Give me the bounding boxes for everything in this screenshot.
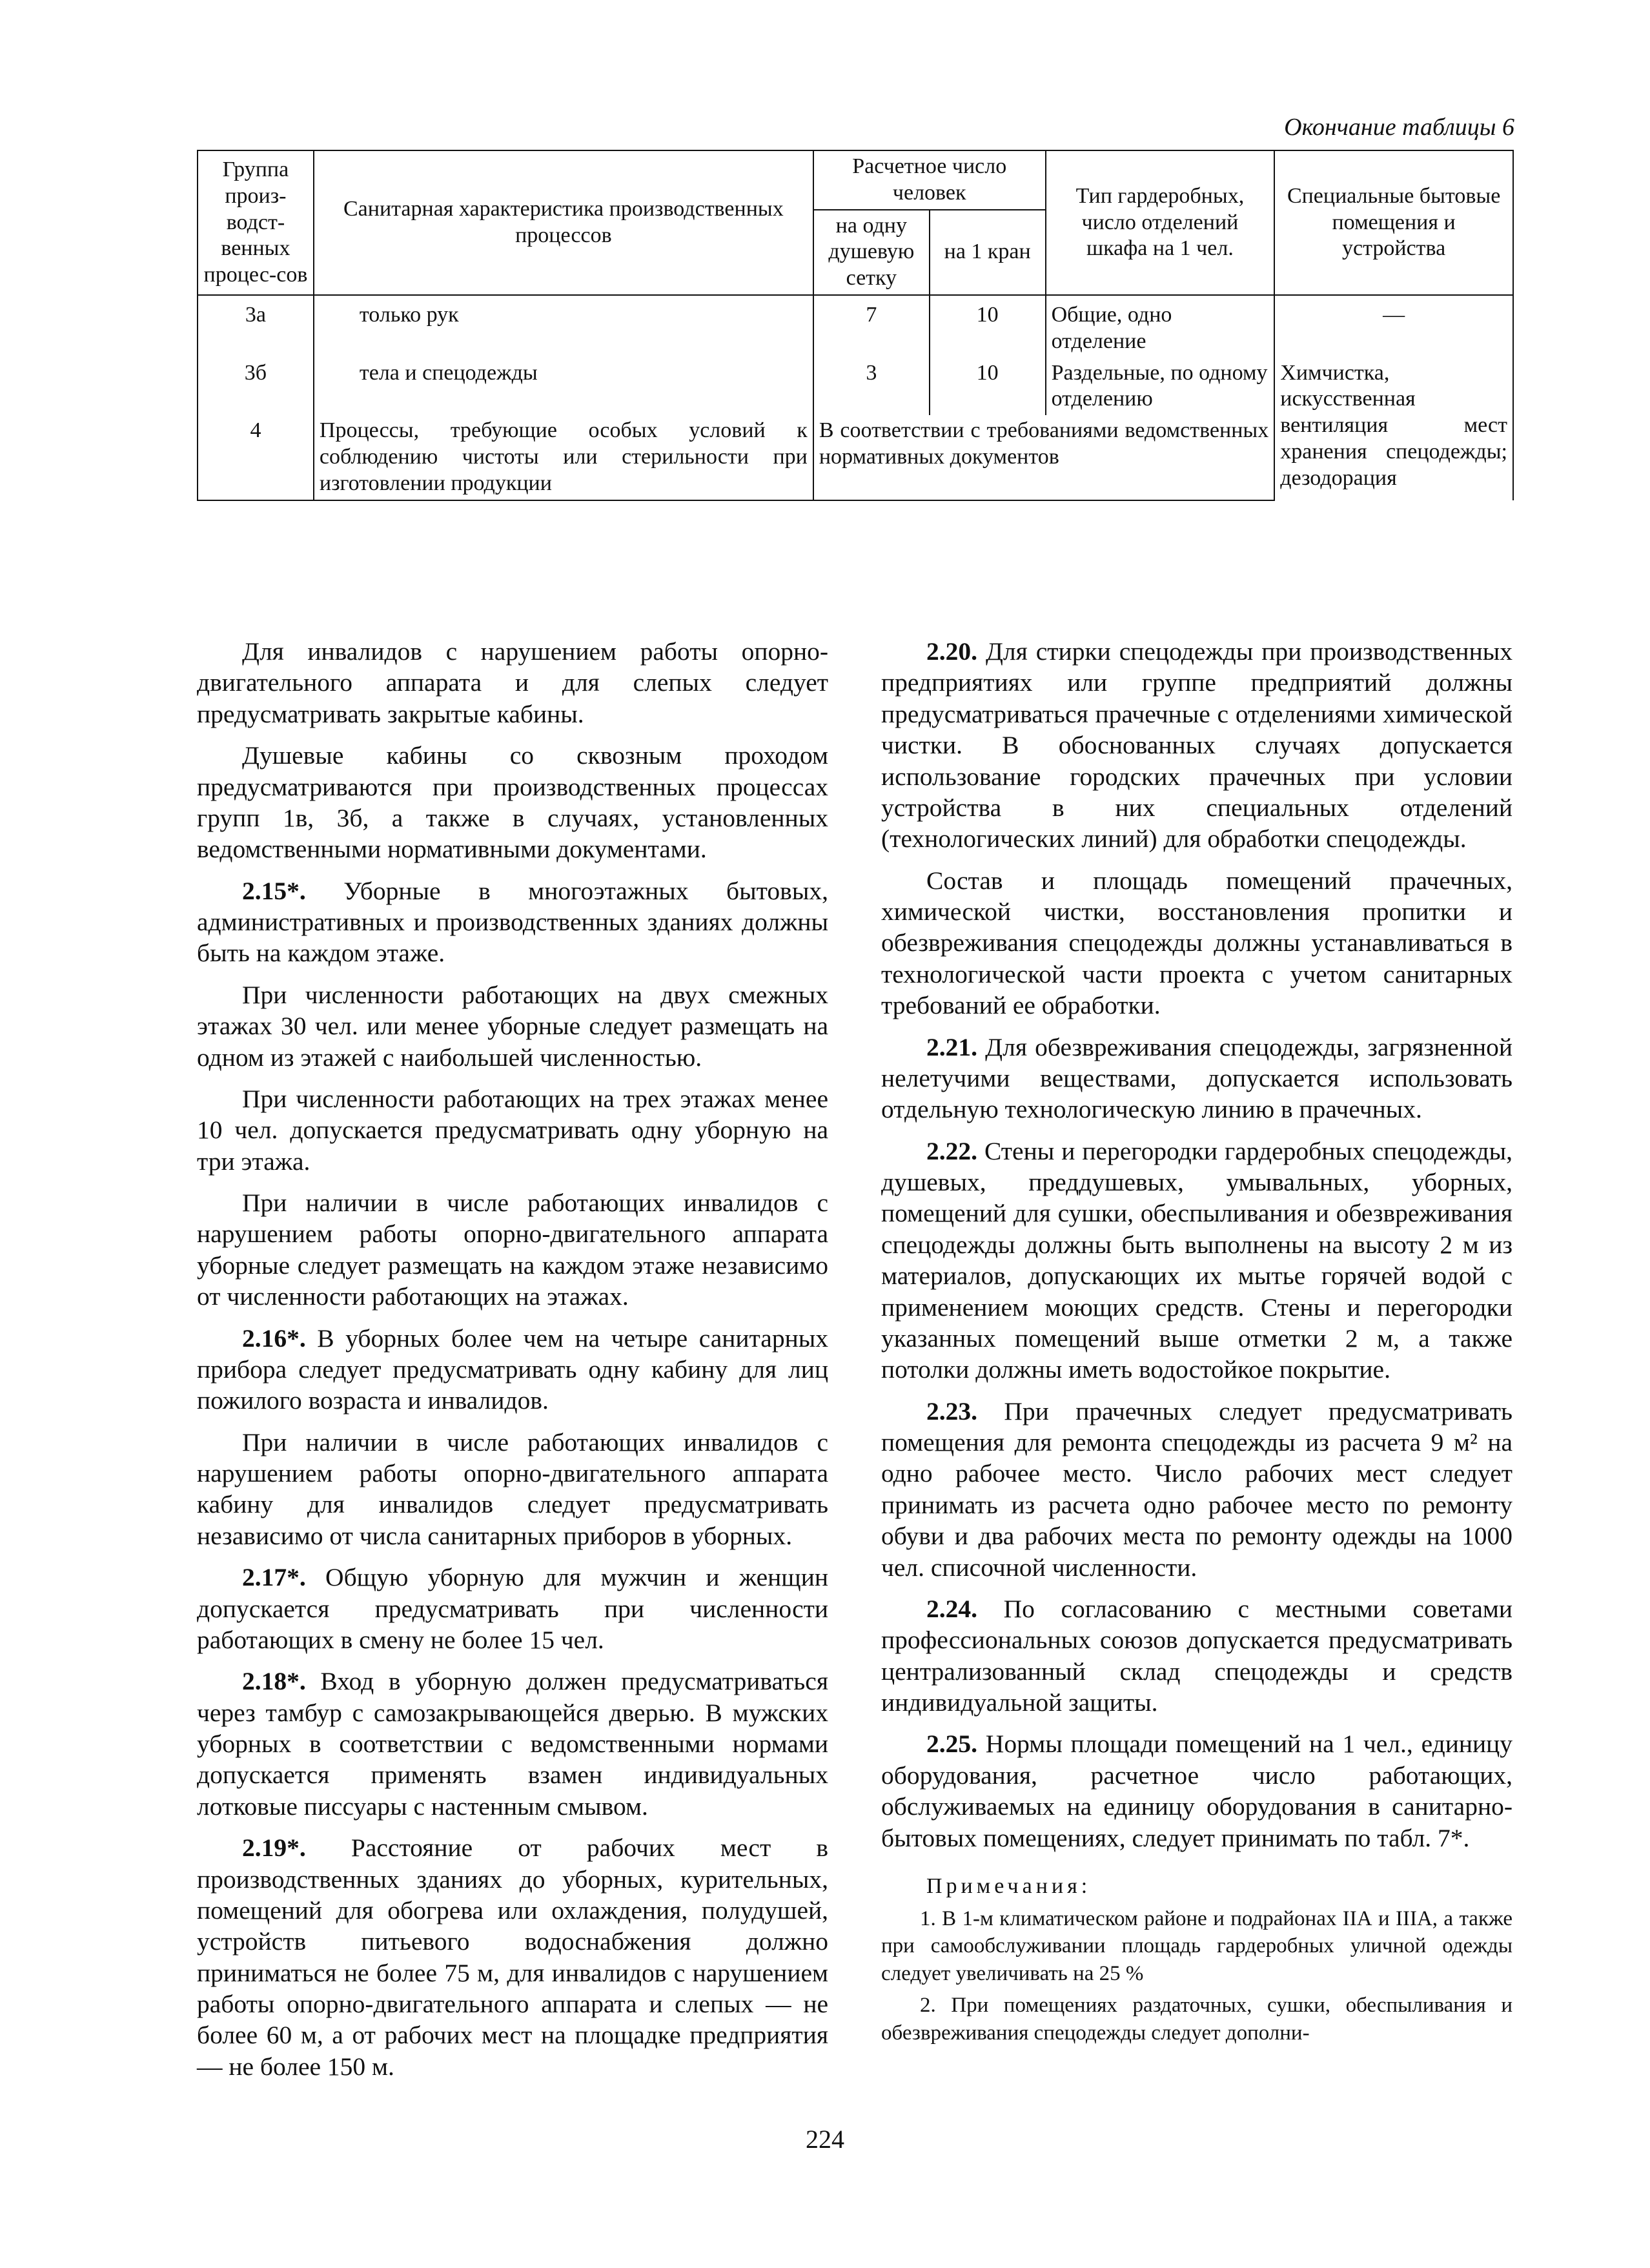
table-caption: Окончание таблицы 6 — [1284, 114, 1514, 141]
cell-group: 3а — [198, 295, 314, 358]
paragraph: 2.18*. Вход в уборную должен предусматриваться через тамбур с самозакрывающейся дверью. В мужских уборных в соответствии с ведомственными нормами допускается применять взамен индивидуальных лотковые писсуары с настенным смывом. — [197, 1667, 828, 1821]
table-row — [198, 295, 1513, 358]
cell-per-faucet: 10 — [930, 295, 1046, 358]
header-calc-people: Расчетное число человек — [813, 150, 1046, 210]
paragraph: 2.21. Для обезвреживания спецодежды, загрязненной нелетучими веществами, допускается использовать отдельную технологическую линию в прачечных. — [881, 1032, 1512, 1124]
right-text-column — [881, 636, 1512, 2051]
cell-per-faucet: 10 — [930, 358, 1046, 416]
sanitary-norms-table — [197, 150, 1514, 501]
header-special: Специальные бытовые помещения и устройства — [1274, 150, 1513, 295]
cell-group: 3б — [198, 358, 314, 416]
paragraph: 2.24. По согласованию с местными советами профессиональных союзов допускается предусматривать централизованный склад спецодежды и средств индивидуальной защиты. — [881, 1594, 1512, 1717]
note-item: 2. При помещениях раздаточных, сушки, обеспыливания и обезвреживания спецодежды следует дополни- — [881, 1994, 1512, 2045]
header-characteristic: Санитарная характеристика производственных процессов — [314, 150, 813, 295]
note-item: 1. В 1-м климатическом районе и подрайонах IIА и IIIА, а также при самообслуживании площадь гардеробных уличной одежды следует увеличивать на 25 % — [881, 1906, 1512, 1986]
cell-group: 4 — [198, 415, 314, 500]
cell-special: Химчистка, искусственная вентиляция мест хранения спецодежды; дезодорация — [1274, 358, 1513, 500]
paragraph: При наличии в числе работающих инвалидов с нарушением работы опорно-двигательного аппарата кабину для инвалидов следует предусматривать независимо от числа санитарных приборов в уборных. — [197, 1427, 828, 1550]
paragraph: При наличии в числе работающих инвалидов с нарушением работы опорно-двигательного аппарата уборные следует размещать на каждом этаже независимо от численности работающих на этажах. — [197, 1189, 828, 1311]
left-text-column — [197, 636, 828, 2092]
cell-merged-requirement: В соответствии с требованиями ведомственных нормативных документов — [813, 415, 1274, 500]
cell-wardrobe: Общие, одно отделение — [1046, 295, 1275, 358]
paragraph: Для инвалидов с нарушением работы опорно-двигательного аппарата и для слепых следует предусматривать закрытые кабины. — [197, 637, 828, 728]
header-per-faucet: на 1 кран — [930, 210, 1046, 295]
cell-per-shower: 3 — [813, 358, 930, 416]
header-per-shower: на одну душевую сетку — [813, 210, 930, 295]
notes-title: Примечания: — [926, 1874, 1092, 1898]
cell-per-shower: 7 — [813, 295, 930, 358]
paragraph: 2.16*. В уборных более чем на четыре санитарных прибора следует предусматривать одну кабину для лиц пожилого возраста и инвалидов. — [197, 1323, 828, 1415]
paragraph: 2.23. При прачечных следует предусматривать помещения для ремонта спецодежды из расчета 9 м² на одно рабочее место. Число рабочих мест следует принимать из расчета одно рабочее место по ремонту обуви и два рабочих места по ремонту одежды на 1000 чел. списочной численности. — [881, 1396, 1512, 1582]
cell-wardrobe: Раздельные, по одному отделению — [1046, 358, 1275, 416]
paragraph: При численности работающих на двух смежных этажах 30 чел. или менее уборные следует размещать на одном из этажей с наибольшей численностью. — [197, 980, 828, 1072]
paragraph: Состав и площадь помещений прачечных, химической чистки, восстановления пропитки и обезвреживания спецодежды должны устанавливаться в технологической части проекта с учетом санитарных требований ее обработки. — [881, 866, 1512, 1020]
table-row — [198, 358, 1513, 416]
paragraph: При численности работающих на трех этажах менее 10 чел. допускается предусматривать одну уборную на три этажа. — [197, 1084, 828, 1176]
cell-characteristic: только рук — [314, 295, 813, 358]
cell-characteristic: Процессы, требующие особых условий к соблюдению чистоты или стерильности при изготовлении продукции — [314, 415, 813, 500]
paragraph: 2.22. Стены и перегородки гардеробных спецодежды, душевых, преддушевых, умывальных, уборных, помещений для сушки, обеспыливания и обезвреживания спецодежды должны быть выполнены на высоту 2 м из материалов, допускающих их мытье горячей водой с применением моющих средств. Стены и перегородки указанных помещений выше отметки 2 м, а также потолки должны иметь водостойкое покрытие. — [881, 1136, 1512, 1384]
paragraph: 2.15*. Уборные в многоэтажных бытовых, административных и производственных зданиях должны быть на каждом этаже. — [197, 876, 828, 968]
paragraph: 2.25. Нормы площади помещений на 1 чел., единицу оборудования, расчетное число работающих, обслуживаемых на единицу оборудования в санитарно-бытовых помещениях, следует принимать по табл. 7*. — [881, 1730, 1512, 1852]
paragraph: 2.20. Для стирки спецодежды при производственных предприятиях или группе предприятий должны предусматриваться прачечные с отделениями химической чистки. В обоснованных случаях допускается использование городских прачечных при условии устройства в них специальных отделений (технологических линий) для обработки спецодежды. — [881, 637, 1512, 853]
paragraph: Душевые кабины со сквозным проходом предусматриваются при производственных процессах групп 1в, 3б, а также в случаях, установленных ведомственными нормативными документами. — [197, 741, 828, 864]
paragraph: 2.17*. Общую уборную для мужчин и женщин допускается предусматривать при численности работающих в смену не более 15 чел. — [197, 1563, 828, 1654]
cell-characteristic: тела и спецодежды — [314, 358, 813, 416]
page-number: 224 — [806, 2125, 844, 2154]
paragraph: 2.19*. Расстояние от рабочих мест в производственных зданиях до уборных, курительных, помещений для обогрева или охлаждения, полудушей, устройств питьевого водоснабжения должно приниматься не более 75 м, для инвалидов с нарушением работы опорно-двигательного аппарата и слепых — не более 60 м, а от рабочих мест на площадке предприятия — не более 150 м. — [197, 1834, 828, 2081]
cell-special: — — [1274, 295, 1513, 358]
header-wardrobe: Тип гардеробных, число отделений шкафа на 1 чел. — [1046, 150, 1275, 295]
header-group: Группа произ-водст-венных процес-сов — [198, 150, 314, 295]
